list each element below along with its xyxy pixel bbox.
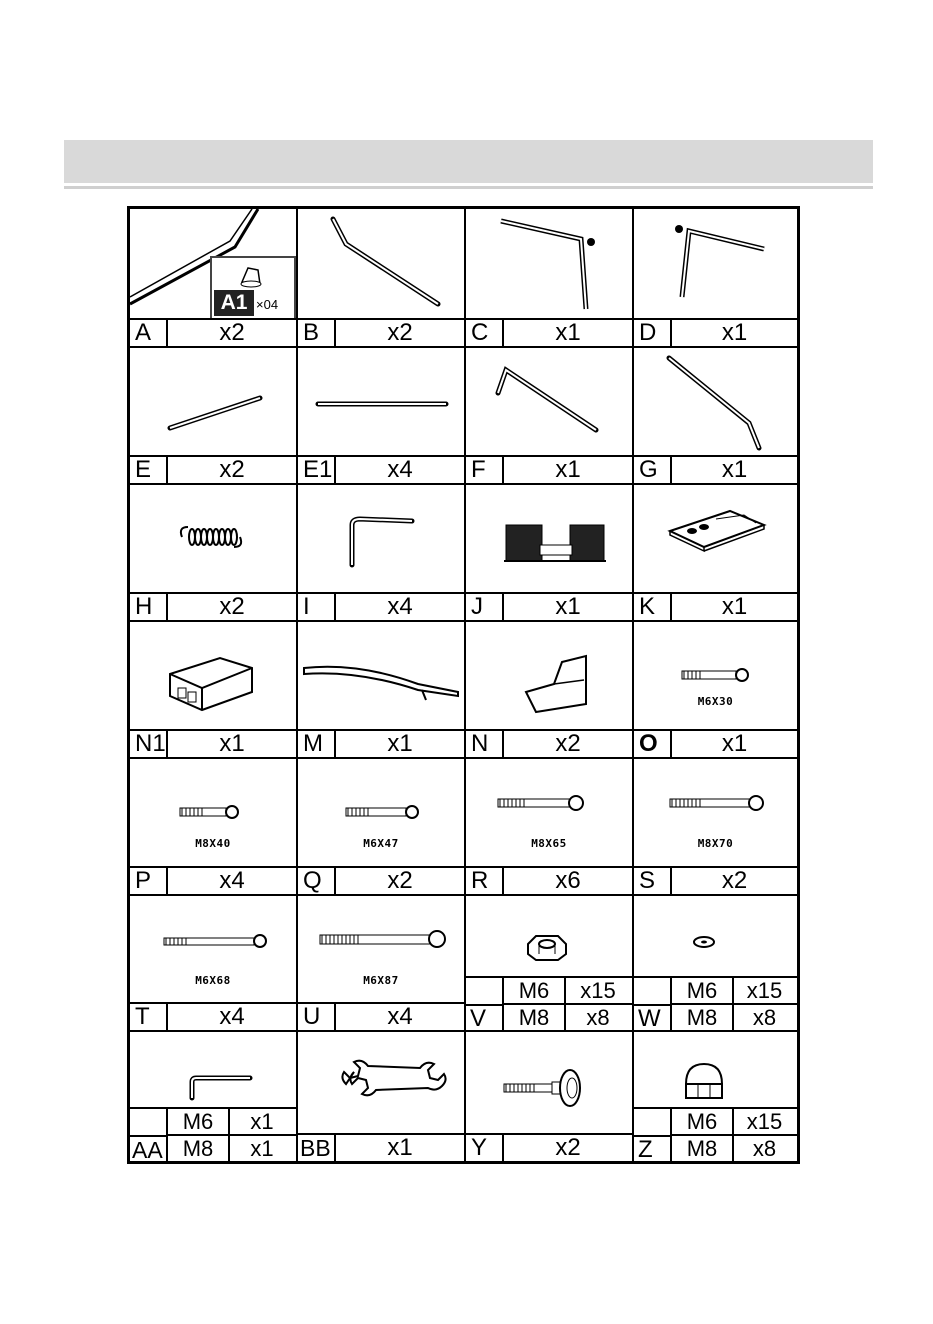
part-cell-k — [634, 485, 797, 622]
part-letter: N1 — [130, 731, 168, 757]
part-label — [634, 729, 797, 757]
part-label — [634, 866, 797, 894]
part-cell-b — [298, 209, 466, 348]
part-cell-bb — [298, 1032, 466, 1161]
part-qty: x4 — [387, 1003, 413, 1030]
end-cap-icon — [212, 260, 298, 290]
part-letter: E — [130, 457, 168, 483]
part-label — [298, 592, 464, 620]
part-cell-u — [298, 896, 466, 1032]
part-cell-h — [130, 485, 298, 622]
part-letter: V — [466, 1004, 504, 1030]
crossbar-drawing — [130, 348, 298, 458]
knob-bolt-icon — [466, 1032, 634, 1132]
l-frame-drawing — [466, 209, 634, 321]
letter-spacer — [130, 1107, 168, 1135]
part-qty: x2 — [721, 867, 748, 894]
part-letter: F — [466, 457, 504, 483]
part-cell-e1 — [298, 348, 466, 485]
seat-board-drawing — [298, 622, 466, 732]
size-row — [168, 1107, 296, 1135]
part-cell-n — [466, 622, 634, 759]
bolt-size-label: M8X70 — [697, 837, 734, 850]
part-qty: x4 — [387, 593, 413, 620]
part-qty: x1 — [555, 593, 581, 620]
size-row — [168, 1134, 296, 1161]
part-qty: x1 — [219, 730, 245, 757]
part-cell-f — [466, 348, 634, 485]
cap-nut-icon — [634, 1032, 797, 1112]
a1-tag: A1 — [214, 290, 254, 316]
size: M6 — [504, 978, 566, 1004]
part-cell-c — [466, 209, 634, 348]
qty: x15 — [580, 978, 616, 1003]
part-label — [634, 455, 797, 483]
part-cell-z — [634, 1032, 797, 1161]
part-letter: G — [634, 457, 672, 483]
part-qty: x4 — [219, 867, 245, 894]
size-qty-table — [504, 976, 632, 1030]
part-cell-t — [130, 896, 298, 1032]
bolt-size-label: M6X68 — [195, 974, 231, 987]
part-qty: x2 — [219, 593, 245, 620]
size-qty-table — [672, 1107, 797, 1161]
qty: x8 — [752, 1136, 777, 1161]
bolt-icon — [466, 759, 634, 869]
part-letter: C — [466, 320, 504, 346]
size-qty-table — [672, 976, 797, 1030]
size-row — [672, 1107, 797, 1135]
part-cell-r — [466, 759, 634, 896]
size-row — [504, 1003, 632, 1031]
part-cell-e — [130, 348, 298, 485]
part-qty: x1 — [387, 1134, 413, 1161]
bolt-size-label: M6X47 — [363, 837, 399, 850]
letter-spacer — [466, 976, 504, 1004]
part-qty: x2 — [219, 456, 245, 483]
part-label — [130, 729, 296, 757]
part-label — [130, 455, 296, 483]
letter-spacer — [634, 976, 672, 1004]
part-cell-y — [466, 1032, 634, 1161]
washer-icon — [634, 896, 797, 976]
part-cell-i — [298, 485, 466, 622]
part-letter: A — [130, 320, 168, 346]
part-letter: T — [130, 1004, 168, 1030]
bolt-icon — [634, 759, 797, 869]
part-label — [298, 318, 464, 346]
size-row — [672, 976, 797, 1004]
part-letter: J — [466, 594, 504, 620]
part-label — [298, 1133, 464, 1161]
part-letter: Z — [634, 1135, 672, 1161]
hex-nut-icon — [466, 896, 634, 976]
part-label — [130, 866, 296, 894]
part-qty: x4 — [387, 456, 413, 483]
part-letter: E1 — [298, 457, 336, 483]
part-label — [466, 455, 632, 483]
qty: x1 — [250, 1109, 274, 1134]
part-cell-o — [634, 622, 797, 759]
size-qty-table — [168, 1107, 296, 1161]
part-label — [298, 866, 464, 894]
part-label — [130, 1002, 296, 1030]
part-cell-q — [298, 759, 466, 896]
part-cell-g — [634, 348, 797, 485]
part-cell-p — [130, 759, 298, 896]
bolt-size-label: M8X65 — [531, 837, 567, 850]
bolt-icon — [634, 622, 797, 732]
part-label — [130, 592, 296, 620]
part-letter: O — [634, 731, 672, 757]
part-qty: x1 — [721, 593, 748, 620]
part-qty: x6 — [555, 867, 581, 894]
allen-key-icon — [130, 1032, 298, 1112]
size-row — [672, 1134, 797, 1161]
part-cell-n1 — [130, 622, 298, 759]
qty: x15 — [746, 978, 783, 1003]
qty: x8 — [752, 1005, 777, 1030]
bolt-icon — [298, 759, 466, 869]
part-qty: x1 — [721, 730, 748, 757]
part-cell-w — [634, 896, 797, 1032]
size: M8 — [168, 1136, 230, 1161]
part-label — [466, 318, 632, 346]
parts-grid — [127, 206, 800, 1164]
part-letter: BB — [298, 1135, 336, 1161]
part-qty: x2 — [555, 1134, 581, 1161]
part-letter: Q — [298, 868, 336, 894]
part-cell-v — [466, 896, 634, 1032]
part-label — [298, 1002, 464, 1030]
a1-qty: ×04 — [256, 297, 279, 312]
part-letter: B — [298, 320, 336, 346]
part-cell-aa — [130, 1032, 298, 1161]
part-letter: W — [634, 1004, 672, 1030]
part-label — [466, 866, 632, 894]
part-qty: x1 — [721, 319, 748, 346]
part-letter: P — [130, 868, 168, 894]
part-letter: U — [298, 1004, 336, 1030]
part-qty: x2 — [555, 730, 581, 757]
size: M8 — [672, 1136, 734, 1161]
bolt-size-label: M6X30 — [697, 695, 734, 708]
a1-inset — [210, 256, 296, 320]
part-label — [466, 592, 632, 620]
qty: x1 — [250, 1136, 274, 1161]
hooked-tube-drawing — [466, 348, 634, 458]
bolt-icon — [130, 759, 298, 869]
spring-icon — [130, 485, 298, 595]
part-label — [466, 1133, 632, 1161]
size-row — [672, 1003, 797, 1031]
size: M6 — [672, 978, 734, 1004]
part-letter: N — [466, 731, 504, 757]
part-label — [298, 729, 464, 757]
section-header-rule — [64, 186, 873, 189]
rod-drawing — [298, 348, 466, 458]
part-letter: S — [634, 868, 672, 894]
box-drawing — [130, 622, 298, 732]
bolt-size-label: M6X87 — [363, 974, 399, 987]
part-label — [130, 318, 296, 346]
bolt-size-label: M8X40 — [195, 837, 231, 850]
part-label — [634, 592, 797, 620]
part-letter: R — [466, 868, 504, 894]
bolt-icon — [130, 896, 298, 1006]
part-qty: x1 — [555, 456, 581, 483]
part-letter: AA — [130, 1135, 168, 1161]
part-cell-d — [634, 209, 797, 348]
hooked-tube-drawing — [634, 348, 797, 458]
part-qty: x1 — [387, 730, 413, 757]
qty: x8 — [586, 1005, 610, 1030]
size: M6 — [672, 1109, 734, 1135]
size-row — [504, 976, 632, 1004]
part-letter: D — [634, 320, 672, 346]
part-cell-a — [130, 209, 298, 348]
part-qty: x4 — [219, 1003, 245, 1030]
part-label — [298, 455, 464, 483]
plate-drawing — [634, 485, 797, 595]
part-label — [634, 318, 797, 346]
part-label — [466, 729, 632, 757]
size: M8 — [504, 1005, 566, 1031]
l-frame-drawing — [634, 209, 797, 321]
part-letter: Y — [466, 1135, 504, 1161]
elbow-tube-drawing — [298, 485, 466, 595]
bent-tube-drawing — [298, 209, 466, 321]
size: M6 — [168, 1109, 230, 1135]
part-qty: x1 — [721, 456, 748, 483]
part-cell-s — [634, 759, 797, 896]
part-qty: x2 — [219, 319, 245, 346]
wrench-icon — [298, 1032, 466, 1132]
section-header-bar — [64, 140, 873, 183]
part-cell-j — [466, 485, 634, 622]
part-cell-m — [298, 622, 466, 759]
part-letter: H — [130, 594, 168, 620]
part-letter: I — [298, 594, 336, 620]
part-letter: K — [634, 594, 672, 620]
footrest-drawing — [466, 485, 634, 595]
letter-spacer — [634, 1107, 672, 1135]
pedal-drawing — [466, 622, 634, 732]
bolt-icon — [298, 896, 466, 1006]
size: M8 — [672, 1005, 734, 1031]
qty: x15 — [746, 1109, 783, 1134]
part-qty: x1 — [555, 319, 581, 346]
part-letter: M — [298, 731, 336, 757]
part-qty: x2 — [387, 319, 413, 346]
part-qty: x2 — [387, 867, 413, 894]
